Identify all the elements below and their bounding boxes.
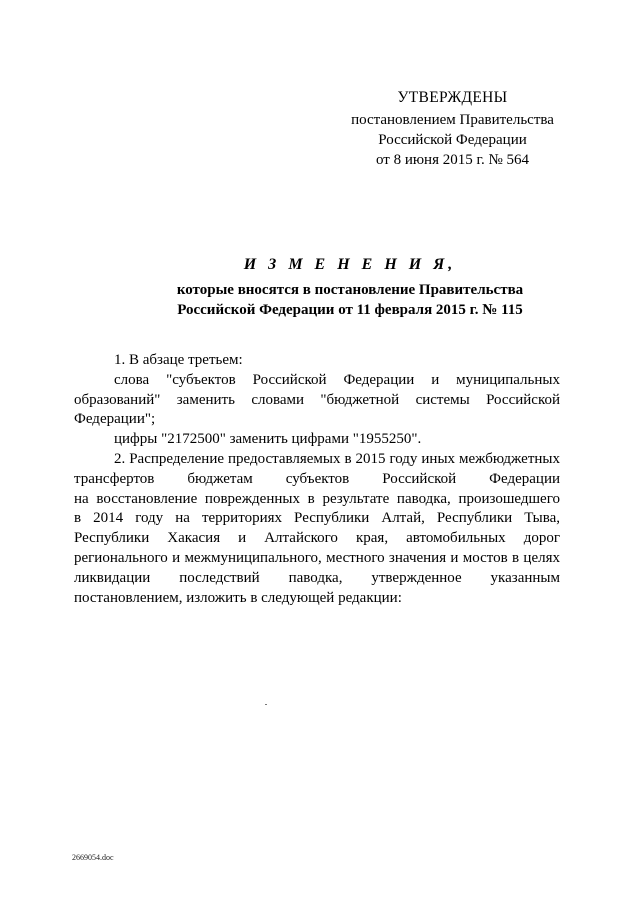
paragraph-4-line-2: трансфертов бюджетам субъектов Российской Федерации <box>74 470 560 487</box>
paragraph-4-line-4: в 2014 году на территориях Республики Алтай, Республики Тыва, <box>74 510 560 527</box>
paragraph-2-line-1: слова "субъектов Российской Федерации и муниципальных <box>114 371 560 388</box>
approval-title: УТВЕРЖДЕНЫ <box>397 89 508 106</box>
document-code: 2669054.doc <box>72 853 114 862</box>
approval-line-1: постановлением Правительства <box>351 112 554 128</box>
paragraph-4-line-1: 2. Распределение предоставляемых в 2015 году иных межбюджетных <box>114 450 560 467</box>
paragraph-4-line-5: Республики Хакасия и Алтайского края, автомобильных дорог <box>74 530 560 547</box>
paragraph-2-line-2: образований" заменить словами "бюджетной системы Российской <box>74 391 560 408</box>
document-subtitle <box>60 280 640 320</box>
paragraph-2-line-3: Федерации"; <box>74 411 156 428</box>
approval-stamp <box>330 88 575 170</box>
approval-line-3: от 8 июня 2015 г. № 564 <box>375 152 530 168</box>
paragraph-4-line-3: на восстановление поврежденных в результате паводка, произошедшего <box>74 490 560 507</box>
scan-dot <box>265 704 267 705</box>
paragraph-1: 1. В абзаце третьем: <box>114 352 243 368</box>
approval-line-2: Российской Федерации <box>378 132 527 148</box>
paragraph-3: цифры "2172500" заменить цифрами "1955250". <box>114 431 422 448</box>
subtitle-line-1: которые вносятся в постановление Правительства <box>176 282 524 298</box>
paragraph-4-line-7: ликвидации последствий паводка, утвержденное указанным <box>74 569 560 586</box>
document-body <box>74 351 560 608</box>
paragraph-4-line-6: регионального и межмуниципального, местного значения и мостов в целях <box>74 549 560 566</box>
subtitle-line-2: Российской Федерации от 11 февраля 2015 г. № 115 <box>177 302 523 318</box>
document-title: И З М Е Н Е Н И Я, <box>243 256 457 273</box>
paragraph-4-line-8: постановлением, изложить в следующей редакции: <box>74 589 402 606</box>
